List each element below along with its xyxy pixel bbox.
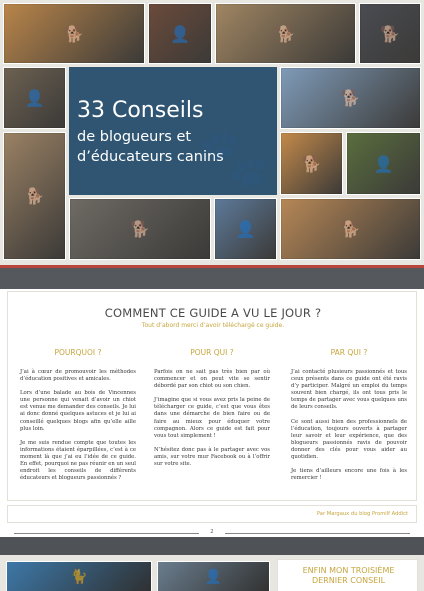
photo-man-with-cat [157, 561, 270, 591]
dog-icon: 🐕 [64, 24, 84, 43]
photo-shiba-puppies [280, 198, 421, 260]
photo-shiba [280, 132, 343, 195]
column-paragraph: J’ai à cœur de promouvoir les méthodes d’éducation positives et amicales. [20, 369, 136, 383]
dog-icon: 🐕 [301, 154, 322, 173]
next-section-title-box [277, 559, 418, 591]
cover-page [0, 0, 424, 265]
column-pour-qui [154, 348, 270, 475]
column-paragraph: Je me suis rendue compte que toutes les informations étaient éparpillées, c’est à ce moment là que j’ai eu l’idée de ce guide. En effet, pourquoi ne pas réunir en un seul endroit les conseils de différents éducateurs et blogueurs passionnés ? [20, 439, 136, 482]
guide-title: COMMENT CE GUIDE A VU LE JOUR ? [104, 306, 322, 320]
dog-icon: 🐕 [130, 219, 150, 239]
next-section-title-line2: DERNIER CONSEIL [311, 576, 386, 585]
column-paragraph: Je tiens d’ailleurs encore une fois à les remercier ! [291, 468, 407, 482]
column-paragraph: J’ai contacté plusieurs passionnés et tous ceux présents dans ce guide ont été ravis d’y participer. Malgré un emploi du temps souvent bien chargé, ils ont tous pris le temps de partager avec vous quelques uns de leurs conseils. [291, 369, 407, 411]
page-edge-accent [0, 265, 424, 268]
person-icon: 👤 [373, 154, 394, 173]
person-icon: 👤 [235, 219, 256, 239]
cover-subtitle-line2: d’éducateurs canins [77, 149, 224, 165]
column-heading: POUR QUI ? [190, 348, 234, 357]
photo-woman-husky [359, 3, 421, 64]
divider [225, 533, 410, 534]
person-icon: 👤 [24, 88, 45, 108]
photo-dog-standing [3, 132, 66, 260]
column-paragraph: J’imagine que si vous avez pris la peine de télécharger ce guide, c’est que vous êtes dans une démarche de bien faire ou de faire au mieux pour éduquer votre compagnon. Alors ce guide est fait pour vous tout simplement ! [154, 397, 270, 439]
dog-icon: 🐕 [380, 24, 400, 43]
photo-huskies-mountains [280, 67, 421, 129]
person-icon: 👤 [204, 569, 223, 586]
cover-title-box [69, 67, 277, 195]
dog-icon: 🐕 [275, 24, 296, 43]
column-par-qui [291, 348, 407, 489]
next-section-title [278, 566, 419, 586]
signature-link[interactable]: Par Margaux du blog Promilf Addict [316, 511, 408, 517]
next-section-title-line1: ENFIN MON TROISIÈME [302, 566, 395, 575]
dog-icon: 🐕 [340, 88, 361, 108]
cover-title: 33 Conseils [77, 98, 204, 123]
column-heading: POURQUOI ? [54, 348, 102, 357]
cat-icon: 🐈 [70, 569, 88, 586]
divider [14, 533, 199, 534]
column-heading: PAR QUI ? [330, 348, 368, 357]
dog-icon: 🐕 [24, 186, 45, 206]
guide-content-frame [7, 291, 417, 501]
column-paragraph: N’hésitez donc pas à le partager avec vos amis, sur votre mur Facebook ou à l’offrir sur votre site. [154, 446, 270, 468]
photo-man-kissing-dog [214, 198, 277, 260]
signature-box [7, 505, 417, 523]
page-number: 2 [205, 529, 219, 535]
guide-subtitle: Tout d’abord merci d’avoir téléchargé ce guide. [141, 322, 285, 329]
cover-subtitle-line1: de blogueurs et [77, 129, 192, 145]
column-paragraph: Lors d’une balade au bois de Vincennes une personne qui venait d’avoir un chiot est venue me demander des conseils. Je lui ai donc donné quelques astuces et je lui ai conseillé quelques blogs afin qu’elle aille plus loin. [20, 390, 136, 432]
dog-icon: 🐕 [340, 219, 361, 239]
photo-australian-shepherd [69, 198, 211, 260]
photo-man-with-dog [346, 132, 421, 195]
photo-woman-smiling [148, 3, 212, 64]
photo-cat-by-sea [6, 561, 152, 591]
photo-dogs-running [3, 3, 145, 64]
page-separator [0, 265, 424, 289]
column-paragraph: Parfois on ne sait pas très bien par où commencer et on peut vite se sentir débordé par son chiot ou son chien. [154, 369, 270, 390]
page-separator [0, 537, 424, 555]
paw-icon: 🐾 [199, 126, 269, 191]
guide-page [0, 289, 424, 537]
photo-two-dogs [215, 3, 356, 64]
next-page [0, 555, 424, 591]
column-paragraph: Ce sont aussi bien des professionnels de l’éducation, toujours ouverts à partager leur savoir et leur expérience, que des blogueurs passionnés ravis de pouvoir donner des clés pour vous aider au quotidien. [291, 418, 407, 461]
photo-man-portrait [3, 67, 66, 129]
person-icon: 👤 [170, 24, 190, 43]
column-pourquoi [20, 348, 136, 489]
